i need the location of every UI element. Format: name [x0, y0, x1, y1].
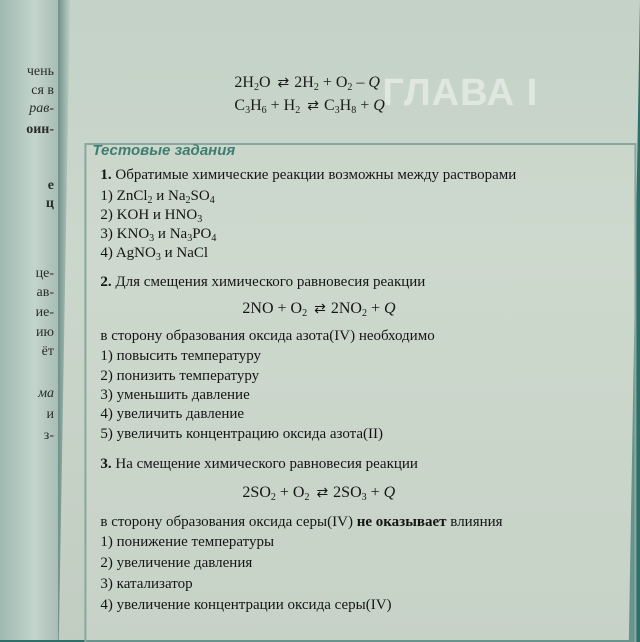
left-page-fragment: ся в: [31, 83, 54, 98]
question-3-equation: $2SO_2 + O_2$ ⇄ $2SO_3 + Q$: [242, 484, 396, 503]
left-page-fragment: е: [47, 178, 54, 193]
q2-option-5: 5) увеличить концентрацию оксида азота(II): [100, 426, 384, 442]
q2-option-2: 2) понизить температуру: [100, 368, 260, 384]
q2-option-4: 4) увеличить давление: [100, 406, 245, 422]
q3-option-2: 2) увеличение давления: [100, 555, 253, 571]
left-page-fragment: ёт: [41, 344, 54, 359]
equilibrium-arrows-icon: ⇄: [314, 302, 324, 317]
left-page-fragment: ию: [36, 325, 54, 340]
left-page-fragment: з-: [43, 428, 54, 443]
top-equation-1: $2H_2O$ ⇄ $2H_2 + O_2 - Q$: [234, 74, 380, 93]
left-page-fragment: рав-: [29, 101, 54, 116]
left-page-fragment: ие-: [35, 305, 54, 320]
question-3: 3. На смещение химического равновесия реакции: [100, 456, 418, 472]
left-page-fragment: ав-: [36, 285, 54, 300]
q3-option-4: 4) увеличение концентрации оксида серы(IV): [100, 597, 392, 613]
q1-option-2: 2) KOH и $HNO_3$: [100, 207, 203, 225]
left-page-fragment: и: [46, 407, 54, 422]
q1-option-3: 3) $KNO_3$ и $Na_3PO_4$: [100, 226, 217, 244]
q1-option-1: 1) ZnCl$_2$ и $Na_2SO_4$: [100, 188, 215, 206]
q3-option-1: 1) понижение температуры: [100, 534, 275, 550]
question-2: 2. Для смещения химического равновесия реакции: [100, 274, 426, 290]
left-page-fragment: це-: [35, 266, 54, 281]
question-3-lead: в сторону образования оксида серы(IV) не оказывает влияния: [100, 514, 503, 530]
left-page: [0, 0, 58, 640]
left-page-fragment: чень: [26, 64, 54, 79]
q1-option-4: 4) AgNO$_3$ и NaCl: [100, 245, 209, 263]
question-1: 1. Обратимые химические реакции возможны между растворами: [100, 167, 517, 183]
section-title: Тестовые задания: [92, 142, 236, 159]
question-2-equation: $2NO + O_2$ ⇄ $2NO_2 + Q$: [242, 300, 396, 319]
equilibrium-arrows-icon: ⇄: [307, 99, 317, 114]
ghost-chapter-title: ГЛАВА I: [382, 72, 539, 114]
left-page-fragment: ма: [38, 386, 54, 401]
left-page-fragment: ц: [45, 196, 54, 211]
top-equation-2: $C_3H_6 + H_2$ ⇄ $C_3H_8 + Q$: [234, 97, 385, 116]
question-2-lead: в сторону образования оксида азота(IV) необходимо: [100, 328, 435, 344]
equilibrium-arrows-icon: ⇄: [316, 486, 327, 501]
q2-option-1: 1) повысить температуру: [100, 348, 262, 364]
equilibrium-arrows-icon: ⇄: [277, 76, 288, 91]
q3-option-3: 3) катализатор: [100, 576, 193, 592]
q2-option-3: 3) уменьшить давление: [100, 387, 250, 403]
textbook-page: [59, 0, 640, 640]
left-page-fragment: оин-: [26, 122, 54, 137]
